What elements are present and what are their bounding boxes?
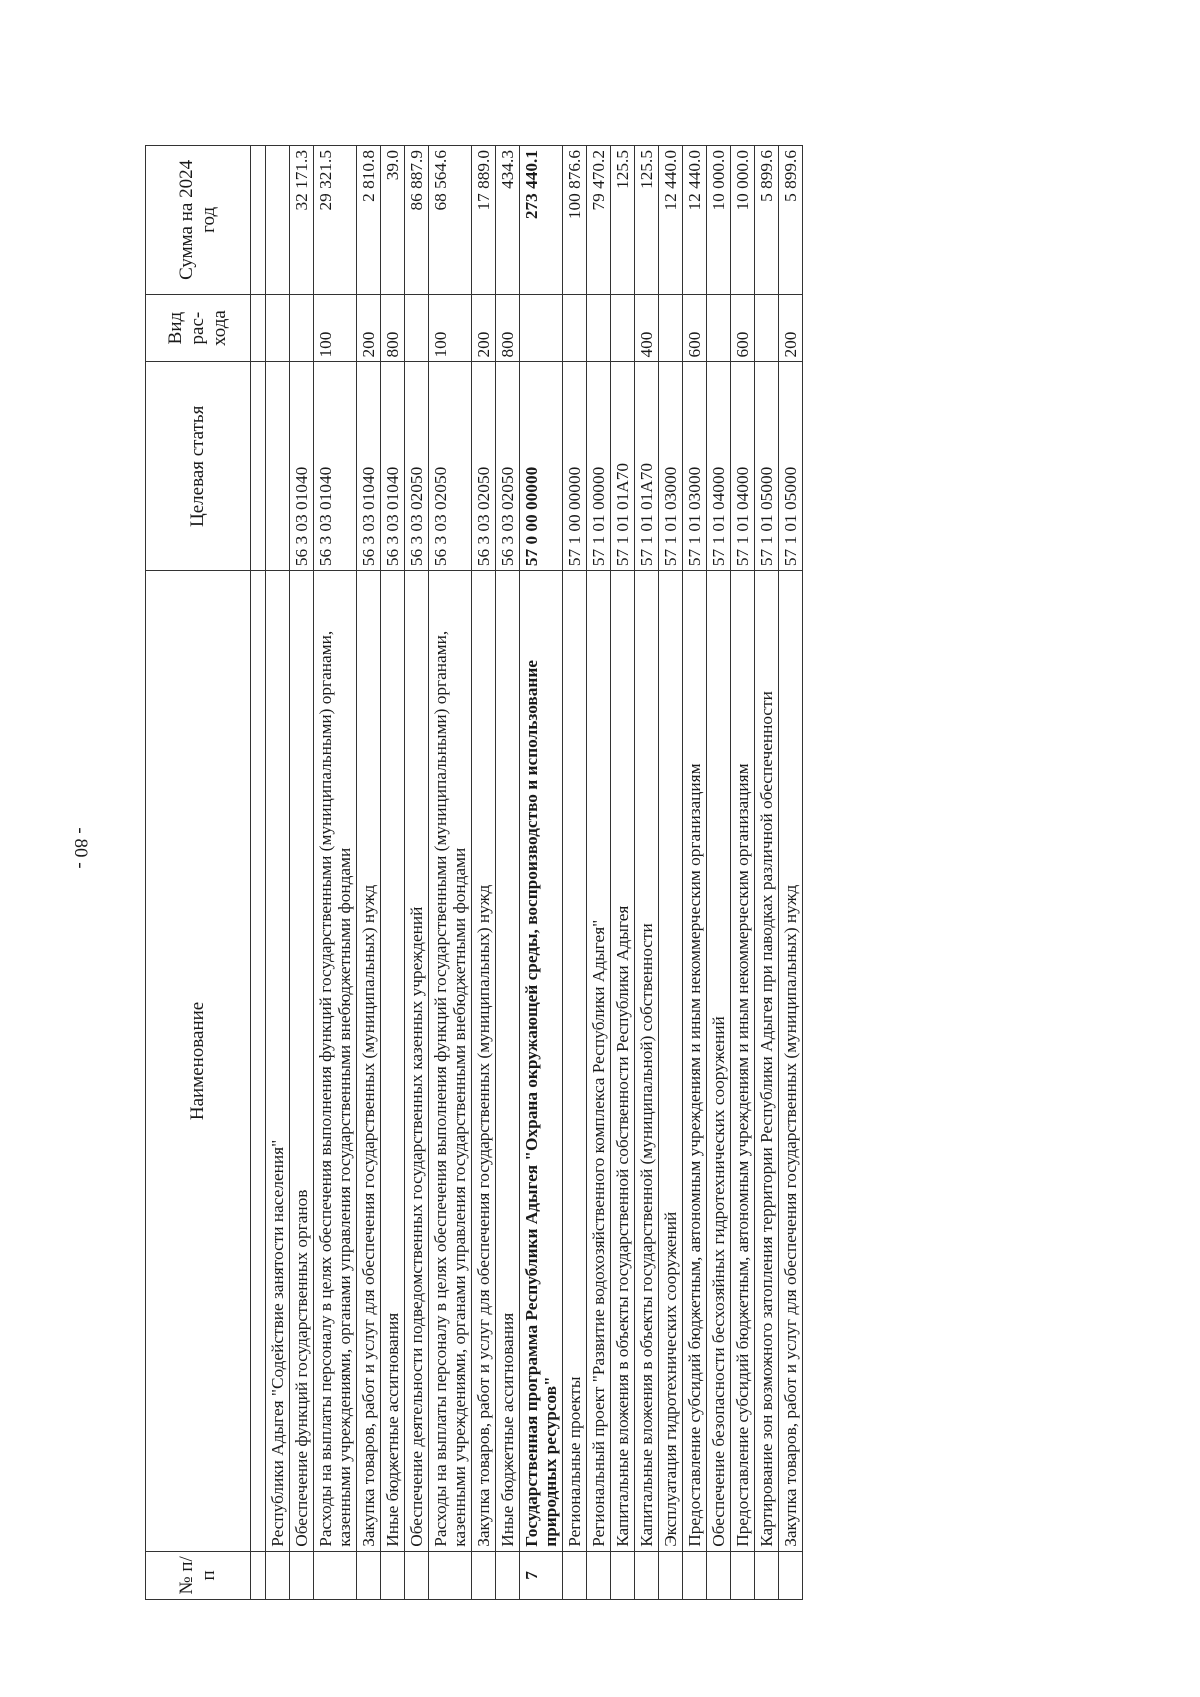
cell-code: 57 1 01 05000	[779, 362, 803, 571]
col-header-sum: Сумма на 2024 год	[146, 146, 251, 295]
table-row	[314, 146, 357, 1600]
cell-name: Расходы на выплаты персоналу в целях обеспечения выполнения функций государственными (муниципальными) органами, казенными учреждениями, органами управления государственными внебюджетными фондами	[314, 571, 357, 1552]
cell-type	[587, 294, 611, 362]
table-row	[405, 146, 429, 1600]
cell-name: Эксплуатация гидротехнических сооружений	[659, 571, 683, 1552]
cell-num	[496, 1551, 520, 1599]
table-row	[779, 146, 803, 1600]
cell-code: 57 0 00 00000	[520, 362, 563, 571]
cell-code: 57 1 01 01А70	[611, 362, 635, 571]
cell-type: 600	[731, 294, 755, 362]
cell-type	[563, 294, 587, 362]
cell-code: 56 3 03 01040	[290, 362, 314, 571]
cell-num: 7	[520, 1551, 563, 1599]
cell-num	[266, 1551, 290, 1599]
table-row	[429, 146, 472, 1600]
table-row	[683, 146, 707, 1600]
header-gap-row	[251, 146, 266, 1600]
col-header-code: Целевая статья	[146, 362, 251, 571]
cell-name: Региональный проект "Развитие водохозяйственного комплекса Республики Адыгея"	[587, 571, 611, 1552]
cell-type: 200	[779, 294, 803, 362]
cell-code: 57 1 01 05000	[755, 362, 779, 571]
cell-sum: 5 899.6	[779, 146, 803, 295]
cell-num	[731, 1551, 755, 1599]
cell-code: 57 1 01 04000	[707, 362, 731, 571]
table-row	[563, 146, 587, 1600]
cell-type	[611, 294, 635, 362]
cell-sum: 273 440.1	[520, 146, 563, 295]
cell-name: Закупка товаров, работ и услуг для обеспечения государственных (муниципальных) нужд	[357, 571, 381, 1552]
cell-code: 57 1 01 03000	[683, 362, 707, 571]
cell-type	[290, 294, 314, 362]
cell-type: 800	[496, 294, 520, 362]
col-header-name: Наименование	[146, 571, 251, 1552]
cell-sum: 10 000.0	[731, 146, 755, 295]
cell-type: 100	[314, 294, 357, 362]
cell-code: 57 1 01 01А70	[635, 362, 659, 571]
cell-num	[683, 1551, 707, 1599]
cell-sum: 29 321.5	[314, 146, 357, 295]
table-row	[290, 146, 314, 1600]
cell-name: Предоставление субсидий бюджетным, автономным учреждениям и иным некоммерческим организациям	[731, 571, 755, 1552]
cell-sum: 12 440.0	[659, 146, 683, 295]
cell-type: 400	[635, 294, 659, 362]
table-row	[587, 146, 611, 1600]
cell-sum: 100 876.6	[563, 146, 587, 295]
cell-sum: 2 810.8	[357, 146, 381, 295]
cell-sum: 39.0	[381, 146, 405, 295]
cell-code: 57 1 00 00000	[563, 362, 587, 571]
budget-table	[145, 145, 803, 1600]
cell-name: Государственная программа Республики Адыгея "Охрана окружающей среды, воспроизводство и использование природных ресурсов"	[520, 571, 563, 1552]
cell-num	[635, 1551, 659, 1599]
cell-sum: 434.3	[496, 146, 520, 295]
cell-name: Обеспечение деятельности подведомственных государственных казенных учреждений	[405, 571, 429, 1552]
cell-sum: 125.5	[611, 146, 635, 295]
cell-num	[314, 1551, 357, 1599]
table-body	[251, 146, 803, 1600]
cell-type: 600	[683, 294, 707, 362]
cell-type	[659, 294, 683, 362]
cell-num	[563, 1551, 587, 1599]
cell-code	[266, 362, 290, 571]
cell-type: 200	[357, 294, 381, 362]
cell-name: Предоставление субсидий бюджетным, автономным учреждениям и иным некоммерческим организациям	[683, 571, 707, 1552]
cell-type	[707, 294, 731, 362]
cell-sum: 68 564.6	[429, 146, 472, 295]
cell-name: Региональные проекты	[563, 571, 587, 1552]
cell-name: Капитальные вложения в объекты государственной собственности Республики Адыгея	[611, 571, 635, 1552]
cell-type: 200	[472, 294, 496, 362]
cell-type: 800	[381, 294, 405, 362]
cell-code: 56 3 03 01040	[314, 362, 357, 571]
cell-sum: 17 889.0	[472, 146, 496, 295]
cell-type: 100	[429, 294, 472, 362]
cell-num	[659, 1551, 683, 1599]
cell-code: 56 3 03 02050	[429, 362, 472, 571]
cell-num	[357, 1551, 381, 1599]
cell-type	[755, 294, 779, 362]
cell-code: 57 1 01 00000	[587, 362, 611, 571]
cell-code: 56 3 03 02050	[405, 362, 429, 571]
table-row	[520, 146, 563, 1600]
cell-name: Иные бюджетные ассигнования	[496, 571, 520, 1552]
cell-num	[611, 1551, 635, 1599]
cell-sum: 32 171.3	[290, 146, 314, 295]
cell-name: Капитальные вложения в объекты государственной (муниципальной) собственности	[635, 571, 659, 1552]
cell-sum: 10 000.0	[707, 146, 731, 295]
cell-name: Закупка товаров, работ и услуг для обеспечения государственных (муниципальных) нужд	[779, 571, 803, 1552]
cell-name: Обеспечение функций государственных органов	[290, 571, 314, 1552]
cell-num	[381, 1551, 405, 1599]
cell-code: 56 3 03 01040	[381, 362, 405, 571]
cell-num	[472, 1551, 496, 1599]
cell-type	[405, 294, 429, 362]
cell-code: 56 3 03 02050	[472, 362, 496, 571]
cell-num	[587, 1551, 611, 1599]
table-row	[707, 146, 731, 1600]
cell-num	[779, 1551, 803, 1599]
table-row	[731, 146, 755, 1600]
table-row	[496, 146, 520, 1600]
table-row	[357, 146, 381, 1600]
rotated-table-container	[145, 145, 1035, 1600]
col-header-num: № п/п	[146, 1551, 251, 1599]
table-row	[635, 146, 659, 1600]
cell-num	[405, 1551, 429, 1599]
cell-sum: 5 899.6	[755, 146, 779, 295]
cell-name: Республики Адыгея "Содействие занятости населения"	[266, 571, 290, 1552]
cell-num	[429, 1551, 472, 1599]
cell-name: Иные бюджетные ассигнования	[381, 571, 405, 1552]
cell-name: Закупка товаров, работ и услуг для обеспечения государственных (муниципальных) нужд	[472, 571, 496, 1552]
table-header-row	[146, 146, 251, 1600]
cell-num	[290, 1551, 314, 1599]
cell-sum: 86 887.9	[405, 146, 429, 295]
cell-code: 57 1 01 03000	[659, 362, 683, 571]
page-number: - 80 -	[70, 827, 91, 869]
table-row	[381, 146, 405, 1600]
cell-code: 56 3 03 02050	[496, 362, 520, 571]
cell-sum: 79 470.2	[587, 146, 611, 295]
cell-type	[520, 294, 563, 362]
cell-code: 56 3 03 01040	[357, 362, 381, 571]
cell-num	[755, 1551, 779, 1599]
table-row	[611, 146, 635, 1600]
cell-sum	[266, 146, 290, 295]
cell-name: Расходы на выплаты персоналу в целях обеспечения выполнения функций государственными (муниципальными) органами, казенными учреждениями, органами управления государственными внебюджетными фондами	[429, 571, 472, 1552]
table-row	[755, 146, 779, 1600]
cell-code: 57 1 01 04000	[731, 362, 755, 571]
table-row	[266, 146, 290, 1600]
cell-type	[266, 294, 290, 362]
cell-num	[707, 1551, 731, 1599]
cell-sum: 12 440.0	[683, 146, 707, 295]
col-header-type: Вид рас-хода	[146, 294, 251, 362]
table-row	[472, 146, 496, 1600]
cell-sum: 125.5	[635, 146, 659, 295]
cell-name: Обеспечение безопасности бесхозяйных гидротехнических сооружений	[707, 571, 731, 1552]
cell-name: Картирование зон возможного затопления территории Республики Адыгея при паводках различной обеспеченности	[755, 571, 779, 1552]
table-row	[659, 146, 683, 1600]
